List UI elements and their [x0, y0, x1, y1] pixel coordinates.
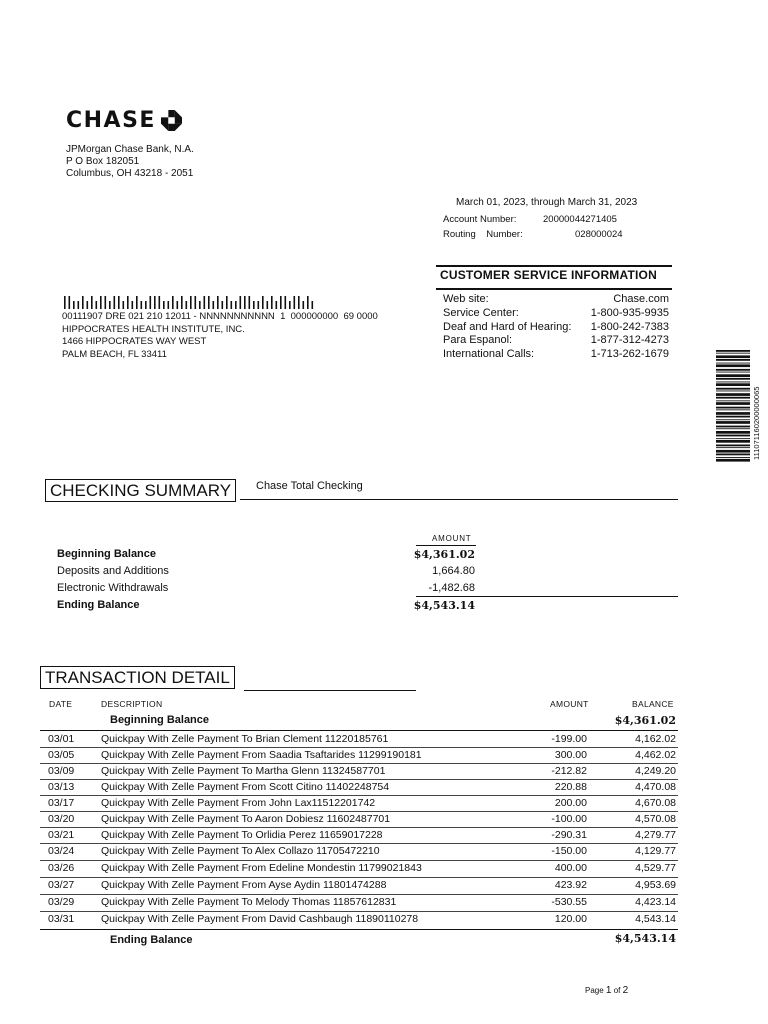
page-label: Page: [585, 986, 604, 995]
row-amount: 120.00: [554, 913, 587, 925]
ending-balance-label: Ending Balance: [110, 934, 193, 946]
summary-label: Ending Balance: [57, 599, 140, 611]
table-row: [48, 763, 676, 779]
table-row: [48, 911, 676, 927]
row-balance: 4,529.77: [635, 862, 676, 874]
customer-city: PALM BEACH, FL 33411: [62, 348, 167, 360]
row-balance: 4,670.08: [635, 797, 676, 809]
table-row: [48, 795, 676, 811]
row-description: Quickpay With Zelle Payment From Saadia Tsaftarides 11299190181: [101, 749, 422, 761]
table-row: [48, 747, 676, 763]
statement-period: March 01, 2023, through March 31, 2023: [456, 197, 638, 208]
cs-row: [443, 334, 669, 348]
cs-row: [443, 348, 669, 362]
row-description: Quickpay With Zelle Payment To Melody Thomas 11857612831: [101, 896, 397, 908]
amount-header: AMOUNT: [432, 534, 472, 543]
page-of: of: [613, 986, 621, 995]
divider: [244, 690, 416, 691]
row-amount: -212.82: [551, 765, 587, 777]
row-balance: 4,570.08: [635, 813, 676, 825]
customer-street: 1466 HIPPOCRATES WAY WEST: [62, 336, 207, 347]
row-description: Quickpay With Zelle Payment To Alex Collazo 11705472210: [101, 845, 380, 857]
account-product: Chase Total Checking: [256, 480, 363, 492]
summary-value: $4,543.14: [413, 599, 475, 612]
cs-value: Chase.com: [613, 293, 669, 305]
row-description: Quickpay With Zelle Payment From Ayse Aydin 11801474288: [101, 879, 387, 891]
summary-value: $4,361.02: [413, 548, 475, 561]
account-number-label: Account Number:: [443, 214, 517, 225]
checking-summary-title: CHECKING SUMMARY: [45, 479, 236, 502]
cs-value: 1-713-262-1679: [590, 348, 669, 361]
row-description: Quickpay With Zelle Payment To Aaron Dobiesz 11602487701: [101, 813, 391, 825]
summary-row: [57, 565, 475, 577]
row-description: Quickpay With Zelle Payment From David Cashbaugh 11890110278: [101, 913, 419, 925]
table-row: [48, 811, 676, 827]
table-row: [48, 877, 676, 893]
summary-label: Beginning Balance: [57, 548, 157, 560]
amount-header: AMOUNT: [550, 699, 589, 709]
row-balance: 4,279.77: [635, 829, 676, 841]
row-amount: -290.31: [551, 829, 587, 841]
row-date: 03/21: [48, 829, 75, 841]
logo-wordmark: CHASE: [66, 108, 156, 133]
chase-logo: [66, 108, 182, 133]
row-amount: -150.00: [551, 845, 587, 857]
cs-row: [443, 293, 669, 307]
table-row: [48, 843, 676, 859]
divider: [40, 929, 678, 930]
row-date: 03/24: [48, 845, 75, 857]
row-description: Quickpay With Zelle Payment From Scott Citino 11402248754: [101, 781, 390, 793]
row-amount: 400.00: [554, 862, 587, 874]
row-balance: 4,462.02: [635, 749, 676, 761]
cs-label: Deaf and Hard of Hearing:: [443, 320, 572, 333]
description-header: DESCRIPTION: [101, 699, 163, 709]
row-amount: -199.00: [551, 733, 587, 745]
table-row: [48, 779, 676, 795]
bank-address-line: P O Box 182051: [66, 156, 140, 167]
cs-row: [443, 307, 669, 321]
cs-label: Web site:: [443, 293, 489, 305]
row-date: 03/13: [48, 781, 75, 793]
page-current: 1: [605, 985, 612, 996]
summary-row: [57, 548, 475, 561]
account-info: [443, 213, 623, 242]
row-description: Quickpay With Zelle Payment From Edeline Mondestin 11799021843: [101, 862, 422, 874]
summary-value: -1,482.68: [428, 582, 475, 594]
summary-row: [57, 582, 475, 594]
row-amount: 423.92: [554, 879, 587, 891]
row-balance: 4,423.14: [635, 896, 676, 908]
account-number: 20000044271405: [543, 214, 617, 225]
table-row: [48, 860, 676, 876]
summary-label: Electronic Withdrawals: [57, 582, 169, 594]
divider: [240, 499, 678, 500]
row-balance: 4,470.08: [635, 781, 676, 793]
row-balance: 4,543.14: [635, 913, 676, 925]
page-indicator: [585, 985, 628, 996]
row-balance: 4,129.77: [635, 845, 676, 857]
balance-header: BALANCE: [632, 699, 674, 709]
divider: [436, 265, 672, 267]
routing-number: 028000024: [575, 228, 623, 240]
row-amount: -530.55: [551, 896, 587, 908]
row-amount: 220.88: [554, 781, 587, 793]
divider: [436, 288, 672, 290]
table-row: [48, 894, 676, 910]
customer-service-title: CUSTOMER SERVICE INFORMATION: [440, 268, 657, 282]
customer-address-block: [62, 311, 378, 361]
cs-label: Para Espanol:: [443, 334, 513, 347]
ending-balance-value: $4,543.14: [614, 932, 676, 945]
cs-value: 1-800-935-9935: [590, 306, 669, 319]
row-date: 03/27: [48, 879, 75, 891]
row-date: 03/05: [48, 749, 75, 761]
row-date: 03/01: [48, 733, 75, 745]
table-row: [48, 731, 676, 747]
customer-code-line: 00111907 DRE 021 210 12011 - NNNNNNNNNNN 1 000000000 69 0000: [62, 311, 378, 322]
divider: [416, 596, 678, 597]
summary-row: [57, 599, 475, 612]
row-date: 03/20: [48, 813, 75, 825]
row-date: 03/29: [48, 896, 75, 908]
cs-label: International Calls:: [443, 348, 535, 361]
bank-address: [66, 144, 194, 180]
row-balance: 4,953.69: [635, 879, 676, 891]
bank-address-line: JPMorgan Chase Bank, N.A.: [66, 144, 194, 155]
row-description: Quickpay With Zelle Payment To Martha Glenn 11324587701: [101, 765, 386, 777]
cs-value: 1-800-242-7383: [590, 320, 669, 333]
transaction-detail-title: TRANSACTION DETAIL: [40, 666, 235, 689]
cs-label: Service Center:: [443, 306, 519, 319]
row-description: Quickpay With Zelle Payment From John Lax11512201742: [101, 797, 376, 809]
summary-value: 1,664.80: [432, 565, 475, 577]
row-amount: 300.00: [554, 749, 587, 761]
row-balance: 4,249.20: [635, 765, 676, 777]
bank-address-line: Columbus, OH 43218 - 2051: [66, 168, 194, 179]
cs-row: [443, 321, 669, 335]
beginning-balance-value: $4,361.02: [614, 714, 676, 727]
row-amount: -100.00: [551, 813, 587, 825]
customer-service-table: [443, 293, 669, 362]
postal-barcode-icon: [64, 296, 316, 309]
row-date: 03/31: [48, 913, 75, 925]
row-date: 03/09: [48, 765, 75, 777]
beginning-balance-label: Beginning Balance: [110, 714, 210, 726]
page-total: 2: [622, 985, 629, 996]
customer-name: HIPPOCRATES HEALTH INSTITUTE, INC.: [62, 323, 245, 335]
row-description: Quickpay With Zelle Payment To Orlidia Perez 11659017228: [101, 829, 383, 841]
row-amount: 200.00: [554, 797, 587, 809]
date-header: DATE: [49, 699, 73, 709]
divider: [416, 545, 476, 546]
row-date: 03/17: [48, 797, 75, 809]
summary-label: Deposits and Additions: [57, 565, 169, 577]
side-barcode-icon: [716, 350, 750, 462]
chase-octagon-icon: [161, 110, 182, 131]
side-barcode-text: 111071160200000065: [752, 386, 761, 460]
row-balance: 4,162.02: [635, 733, 676, 745]
routing-number-label: Routing Number:: [443, 228, 523, 240]
row-date: 03/26: [48, 862, 75, 874]
row-description: Quickpay With Zelle Payment To Brian Clement 11220185761: [101, 733, 389, 745]
cs-value: 1-877-312-4273: [590, 334, 669, 347]
table-row: [48, 827, 676, 843]
